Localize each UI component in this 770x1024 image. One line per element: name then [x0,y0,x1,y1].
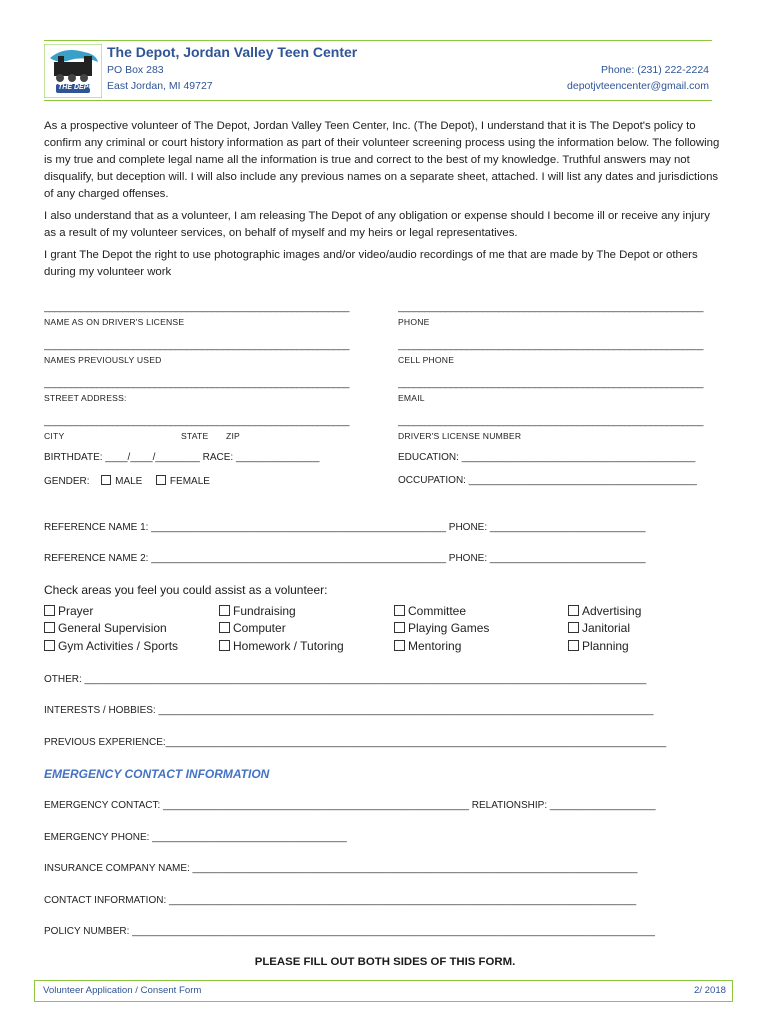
education-field[interactable]: EDUCATION: __________________________________________ [398,452,696,463]
footer-bar [34,980,733,1002]
name-license-field[interactable]: __________________________________________________________ [44,302,350,313]
interests-field[interactable]: INTERESTS / HOBBIES: _________________________________________________________________________________________ [44,705,654,716]
vol-checkbox[interactable] [44,622,55,633]
vol-option[interactable] [219,639,344,653]
vol-option[interactable] [394,604,466,618]
header-bottom-rule [44,100,712,101]
vol-option-label: Gym Activities / Sports [58,639,179,653]
release-paragraph: I also understand that as a volunteer, I am releasing The Depot of any obligation or expense should I become ill or receive any injury as a result of my volunteer services, on behalf of myself and my heirs or legal representatives. [44,210,710,239]
vol-option-label: Janitorial [582,621,631,635]
birthdate-race-field[interactable]: BIRTHDATE: ____/____/________ RACE: _______________ [44,452,320,463]
address-line-1: PO Box 283 [107,64,164,76]
org-name: The Depot, Jordan Valley Teen Center [107,44,358,60]
other-field[interactable]: OTHER: _____________________________________________________________________________________________________ [44,674,647,685]
vol-option[interactable] [219,604,296,618]
email-field[interactable]: __________________________________________________________ [398,378,704,389]
vol-option[interactable] [568,604,641,618]
phone-label: PHONE [398,317,430,327]
vol-checkbox[interactable] [219,622,230,633]
contact-info-field[interactable]: CONTACT INFORMATION: ____________________________________________________________________________________ [44,895,637,906]
license-number-field[interactable]: __________________________________________________________ [398,416,704,427]
emergency-section-title: EMERGENCY CONTACT INFORMATION [44,767,270,781]
vol-checkbox[interactable] [568,605,579,616]
street-field[interactable]: __________________________________________________________ [44,378,350,389]
media-consent-paragraph: I grant The Depot the right to use photographic images and/or video/audio recordings of me that are made by The Depot or others during my volunteer work [44,249,698,278]
vol-option[interactable] [44,621,167,635]
city-label: CITY [44,431,65,441]
vol-option-label: Committee [408,604,467,618]
male-label: MALE [115,476,143,487]
org-phone: Phone: (231) 222-2224 [601,64,709,76]
vol-option[interactable] [568,621,630,635]
zip-label: ZIP [226,431,240,441]
volunteer-areas-title: Check areas you feel you could assist as a volunteer: [44,583,328,597]
vol-option-label: Planning [582,639,629,653]
vol-option[interactable] [394,639,461,653]
vol-option-label: Homework / Tutoring [233,639,344,653]
cell-phone-field[interactable]: __________________________________________________________ [398,340,704,351]
footer-date: 2/ 2018 [693,985,726,996]
vol-checkbox[interactable] [394,640,405,651]
female-label: FEMALE [169,476,210,487]
vol-checkbox[interactable] [219,605,230,616]
gender-row [44,475,210,487]
vol-option-label: Computer [233,621,286,635]
names-previous-label: NAMES PREVIOUSLY USED [44,355,162,365]
emergency-phone-field[interactable]: EMERGENCY PHONE: ___________________________________ [44,832,347,843]
vol-checkbox[interactable] [219,640,230,651]
phone-field[interactable]: __________________________________________________________ [398,302,704,313]
vol-option-label: Fundraising [233,604,296,618]
depot-train-logo [44,44,102,98]
vol-option-label: General Supervision [58,621,167,635]
logo-text: THE DEPOT [58,84,99,91]
vol-option[interactable] [568,639,629,653]
org-email: depotjvteencenter@gmail.com [567,80,709,92]
vol-checkbox[interactable] [44,640,55,651]
vol-option[interactable] [44,639,178,653]
experience-field[interactable]: PREVIOUS EXPERIENCE:__________________________________________________________________________________________ [44,737,667,748]
address-line-2: East Jordan, MI 49727 [107,80,213,92]
gender-label: GENDER: [44,476,90,487]
emergency-contact-field[interactable]: EMERGENCY CONTACT: _______________________________________________________ RELATIONSHIP: ___________________ [44,800,656,811]
header-top-rule [44,40,712,41]
occupation-field[interactable]: OCCUPATION: _________________________________________ [398,475,697,486]
vol-checkbox[interactable] [44,605,55,616]
vol-option-label: Mentoring [408,639,462,653]
street-label: STREET ADDRESS: [44,393,127,403]
city-state-zip-field[interactable]: __________________________________________________________ [44,416,350,427]
state-label: STATE [181,431,209,441]
vol-checkbox[interactable] [394,622,405,633]
vol-checkbox[interactable] [394,605,405,616]
reference-2-field[interactable]: REFERENCE NAME 2: _____________________________________________________ PHONE: ____________________________ [44,553,646,564]
vol-option[interactable] [219,621,286,635]
name-license-label: NAME AS ON DRIVER'S LICENSE [44,317,185,327]
vol-option[interactable] [394,621,489,635]
vol-option[interactable] [44,604,93,618]
license-number-label: DRIVER'S LICENSE NUMBER [398,431,522,441]
male-checkbox[interactable] [101,475,111,485]
vol-checkbox[interactable] [568,622,579,633]
vol-option-label: Playing Games [408,621,490,635]
email-label: EMAIL [398,393,425,403]
female-checkbox[interactable] [156,475,166,485]
insurance-field[interactable]: INSURANCE COMPANY NAME: ________________________________________________________________________________ [44,863,638,874]
policy-number-field[interactable]: POLICY NUMBER: ______________________________________________________________________________________________ [44,926,655,937]
names-previous-field[interactable]: __________________________________________________________ [44,340,350,351]
fill-both-sides-notice: PLEASE FILL OUT BOTH SIDES OF THIS FORM. [254,956,516,968]
vol-option-label: Advertising [582,604,642,618]
reference-1-field[interactable]: REFERENCE NAME 1: _____________________________________________________ PHONE: ____________________________ [44,522,646,533]
vol-checkbox[interactable] [568,640,579,651]
footer-form-title: Volunteer Application / Consent Form [43,985,202,996]
vol-option-label: Prayer [58,604,94,618]
cell-phone-label: CELL PHONE [398,355,455,365]
screening-paragraph: As a prospective volunteer of The Depot, Jordan Valley Teen Center, Inc. (The Depot), I understand that it is The Depot's policy to confirm any criminal or court history information as part of their volunteer screening process using the information below. The following is my true and complete legal name all the information is true and correct to the best of my knowledge. Truthful answers may not disqualify, but deception will. I will also include any previous names on a separate sheet, attached. I will list any dates and jurisdictions of any charged offenses. [44,120,720,200]
